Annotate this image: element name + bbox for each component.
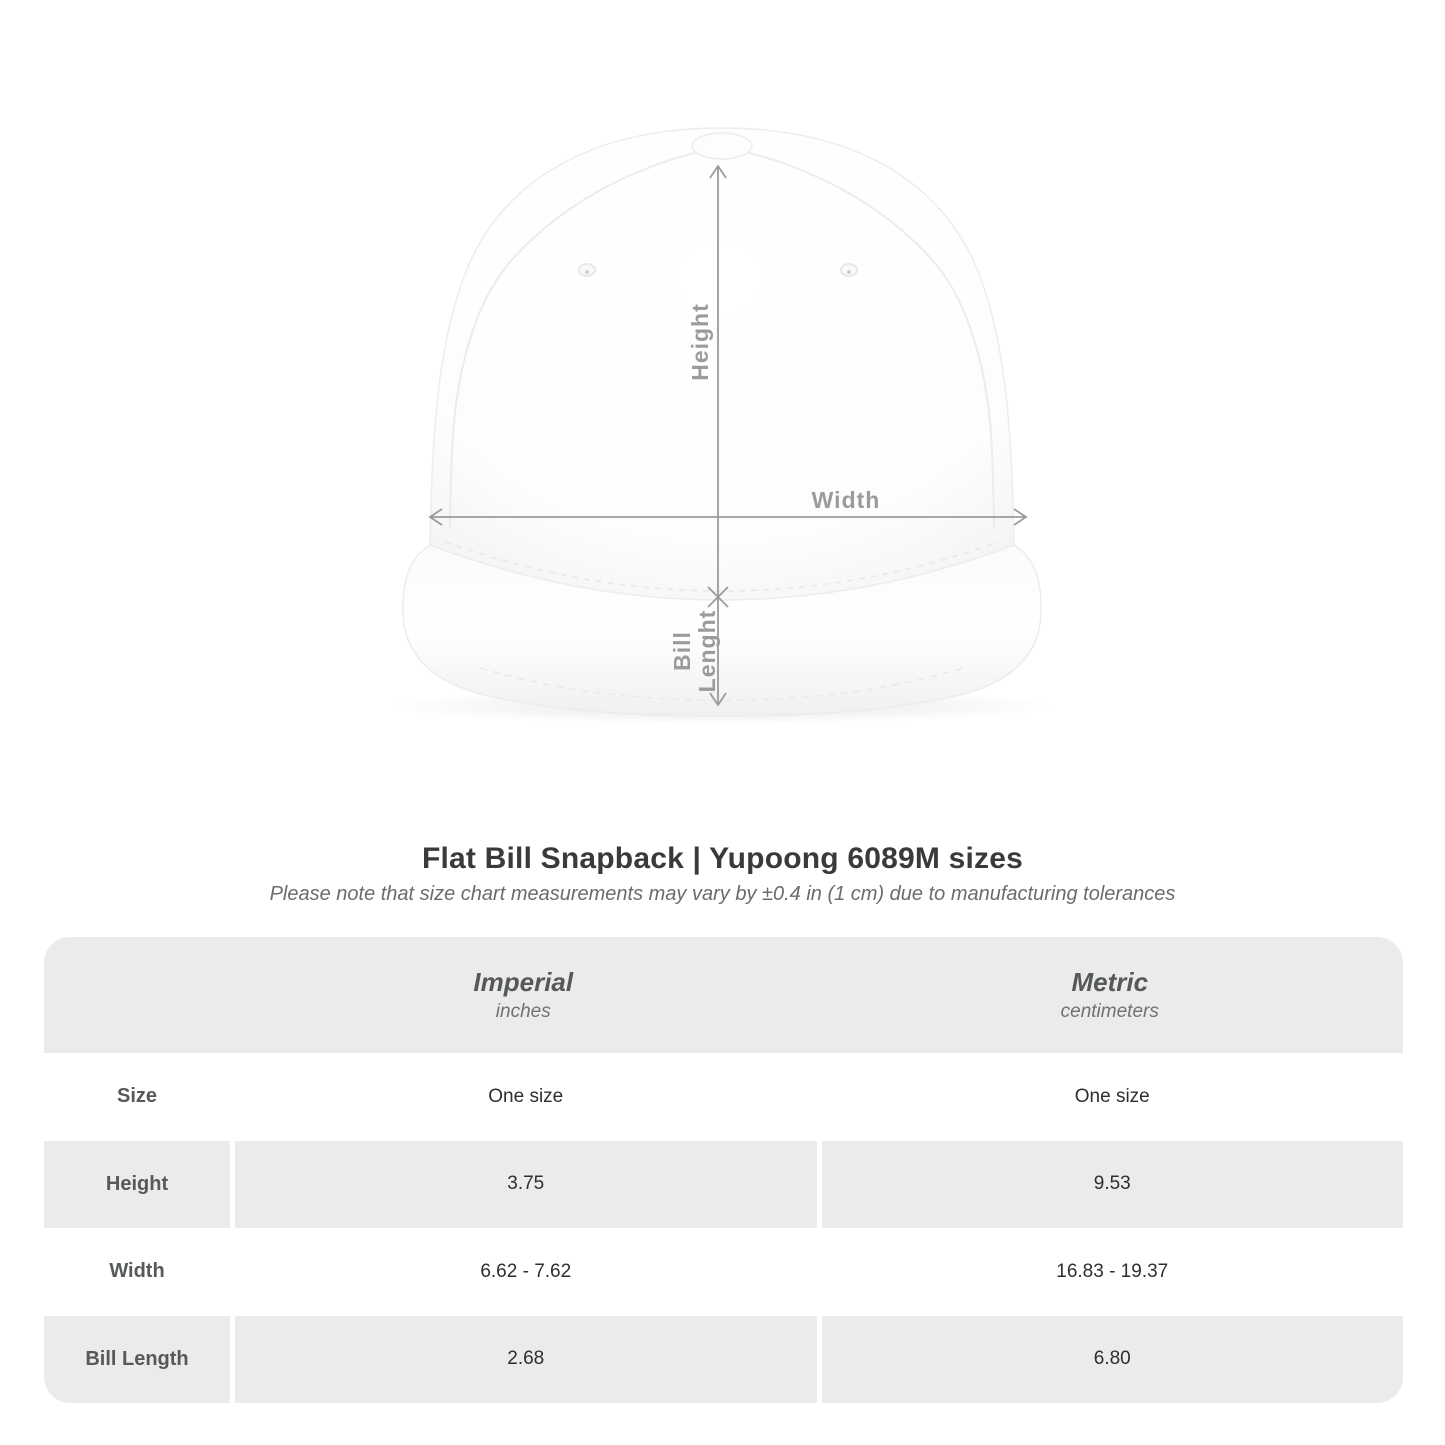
height-metric-value: 9.53 bbox=[817, 1141, 1404, 1229]
table-row bbox=[44, 1141, 1403, 1229]
bill-length-dimension-label-line1: Bill bbox=[669, 631, 696, 671]
imperial-column-header bbox=[230, 937, 817, 1053]
header-spacer-cell bbox=[44, 937, 230, 1053]
bill-length-metric-value: 6.80 bbox=[817, 1316, 1404, 1404]
row-label-bill-length: Bill Length bbox=[85, 1347, 189, 1370]
width-imperial-value: 6.62 - 7.62 bbox=[230, 1228, 817, 1316]
size-metric-value: One size bbox=[817, 1053, 1404, 1141]
tolerance-note: Please note that size chart measurements may vary by ±0.4 in (1 cm) due to manufacturing tolerances bbox=[269, 883, 1176, 905]
hat-crown bbox=[430, 128, 1014, 600]
table-row bbox=[44, 1316, 1403, 1404]
width-metric-value: 16.83 - 19.37 bbox=[817, 1228, 1404, 1316]
row-label-width: Width bbox=[109, 1260, 165, 1283]
row-label-size: Size bbox=[116, 1085, 158, 1108]
table-header bbox=[44, 937, 1403, 1053]
height-imperial-value: 3.75 bbox=[230, 1141, 817, 1229]
bill-length-imperial-value: 2.68 bbox=[230, 1316, 817, 1404]
metric-column-header bbox=[817, 937, 1404, 1053]
hat-button bbox=[692, 133, 752, 159]
imperial-unit: inches bbox=[495, 1001, 551, 1022]
row-label-height: Height bbox=[105, 1172, 169, 1195]
metric-unit: centimeters bbox=[1060, 1001, 1159, 1022]
table-row bbox=[44, 1053, 1403, 1141]
title-block bbox=[0, 841, 1445, 906]
metric-label: Metric bbox=[1071, 967, 1149, 997]
size-chart-table bbox=[44, 937, 1403, 1403]
eyelet-right bbox=[841, 264, 857, 276]
size-imperial-value: One size bbox=[230, 1053, 817, 1141]
width-dimension-label: Width bbox=[811, 487, 881, 513]
eyelet-left bbox=[579, 264, 595, 276]
page-title: Flat Bill Snapback | Yupoong 6089M sizes bbox=[421, 842, 1023, 875]
bill-length-dimension-label-line2: Lenght bbox=[694, 609, 721, 693]
imperial-label: Imperial bbox=[473, 967, 574, 997]
height-dimension-label: Height bbox=[687, 303, 714, 381]
table-row bbox=[44, 1228, 1403, 1316]
